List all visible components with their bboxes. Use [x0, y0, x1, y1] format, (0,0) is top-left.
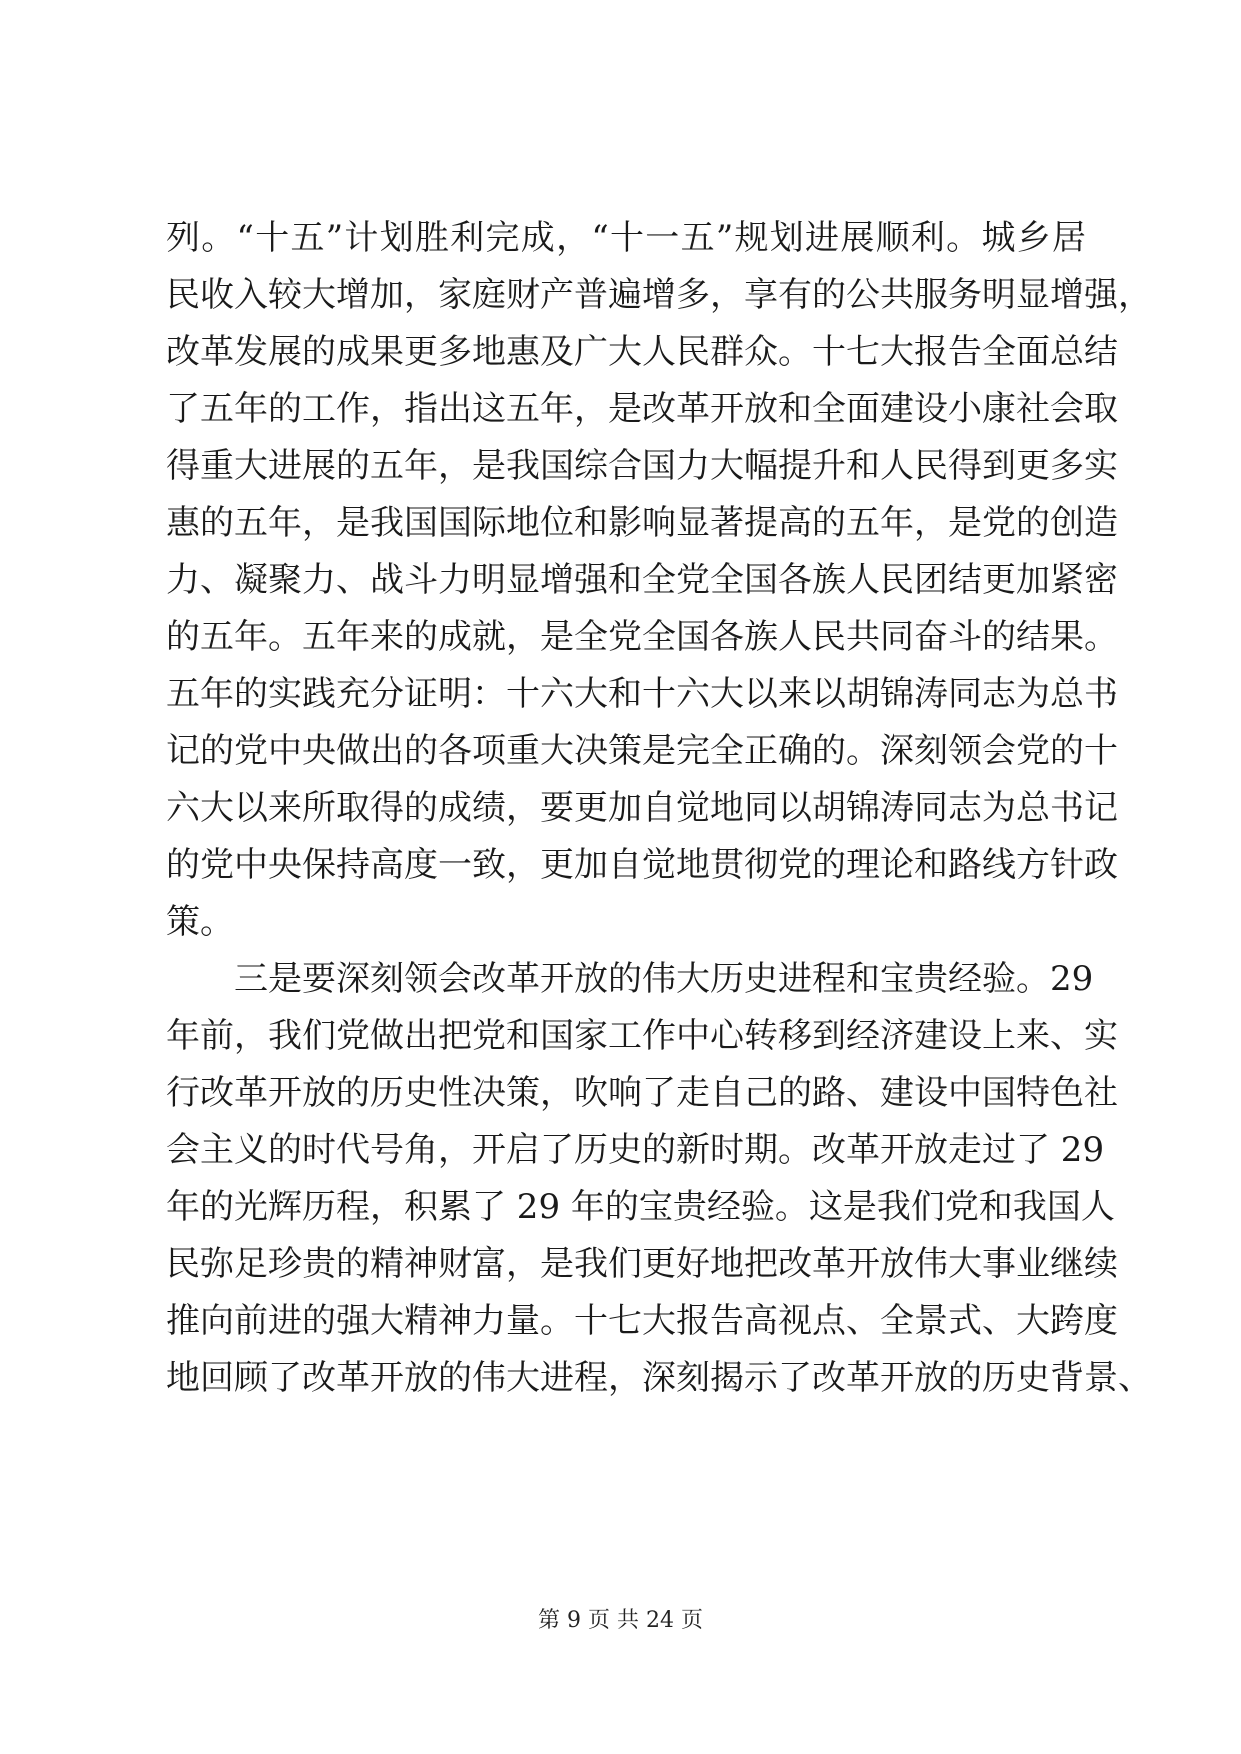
paragraph-line: 五年的实践充分证明：十六大和十六大以来以胡锦涛同志为总书	[166, 674, 1118, 714]
paragraph-line: 的五年。五年来的成就，是全党全国各族人民共同奋斗的结果。	[166, 617, 1118, 657]
paragraph-line: 民弥足珍贵的精神财富，是我们更好地把改革开放伟大事业继续	[166, 1244, 1118, 1284]
paragraph-line: 会主义的时代号角，开启了历史的新时期。改革开放走过了 29	[166, 1130, 1105, 1170]
paragraph-line: 得重大进展的五年，是我国综合国力大幅提升和人民得到更多实	[166, 446, 1118, 486]
paragraph-line: 推向前进的强大精神力量。十七大报告高视点、全景式、大跨度	[166, 1301, 1118, 1341]
paragraph-line: 的党中央保持高度一致，更加自觉地贯彻党的理论和路线方针政	[166, 845, 1118, 885]
paragraph-line: 年的光辉历程，积累了 29 年的宝贵经验。这是我们党和我国人	[166, 1187, 1115, 1227]
paragraph-line: 六大以来所取得的成绩，要更加自觉地同以胡锦涛同志为总书记	[166, 788, 1118, 828]
page-number-footer: 第 9 页 共 24 页	[538, 1608, 703, 1633]
paragraph-line: 三是要深刻领会改革开放的伟大历史进程和宝贵经验。29	[234, 959, 1094, 999]
paragraph-line: 记的党中央做出的各项重大决策是完全正确的。深刻领会党的十	[166, 731, 1118, 771]
paragraph-line: 力、凝聚力、战斗力明显增强和全党全国各族人民团结更加紧密	[166, 560, 1118, 600]
paragraph-line: 了五年的工作，指出这五年，是改革开放和全面建设小康社会取	[166, 389, 1118, 429]
paragraph-line: 惠的五年，是我国国际地位和影响显著提高的五年，是党的创造	[166, 503, 1118, 543]
paragraph-line: 年前，我们党做出把党和国家工作中心转移到经济建设上来、实	[166, 1016, 1118, 1056]
paragraph-line: 策。	[166, 902, 234, 942]
paragraph-line: 改革发展的成果更多地惠及广大人民群众。十七大报告全面总结	[166, 332, 1118, 372]
paragraph-line: 列。“十五”计划胜利完成，“十一五”规划进展顺利。城乡居	[166, 218, 1086, 258]
paragraph-line: 民收入较大增加，家庭财产普遍增多，享有的公共服务明显增强，	[166, 275, 1152, 315]
paragraph-line: 地回顾了改革开放的伟大进程，深刻揭示了改革开放的历史背景、	[166, 1358, 1152, 1398]
paragraph-line: 行改革开放的历史性决策，吹响了走自己的路、建设中国特色社	[166, 1073, 1118, 1113]
